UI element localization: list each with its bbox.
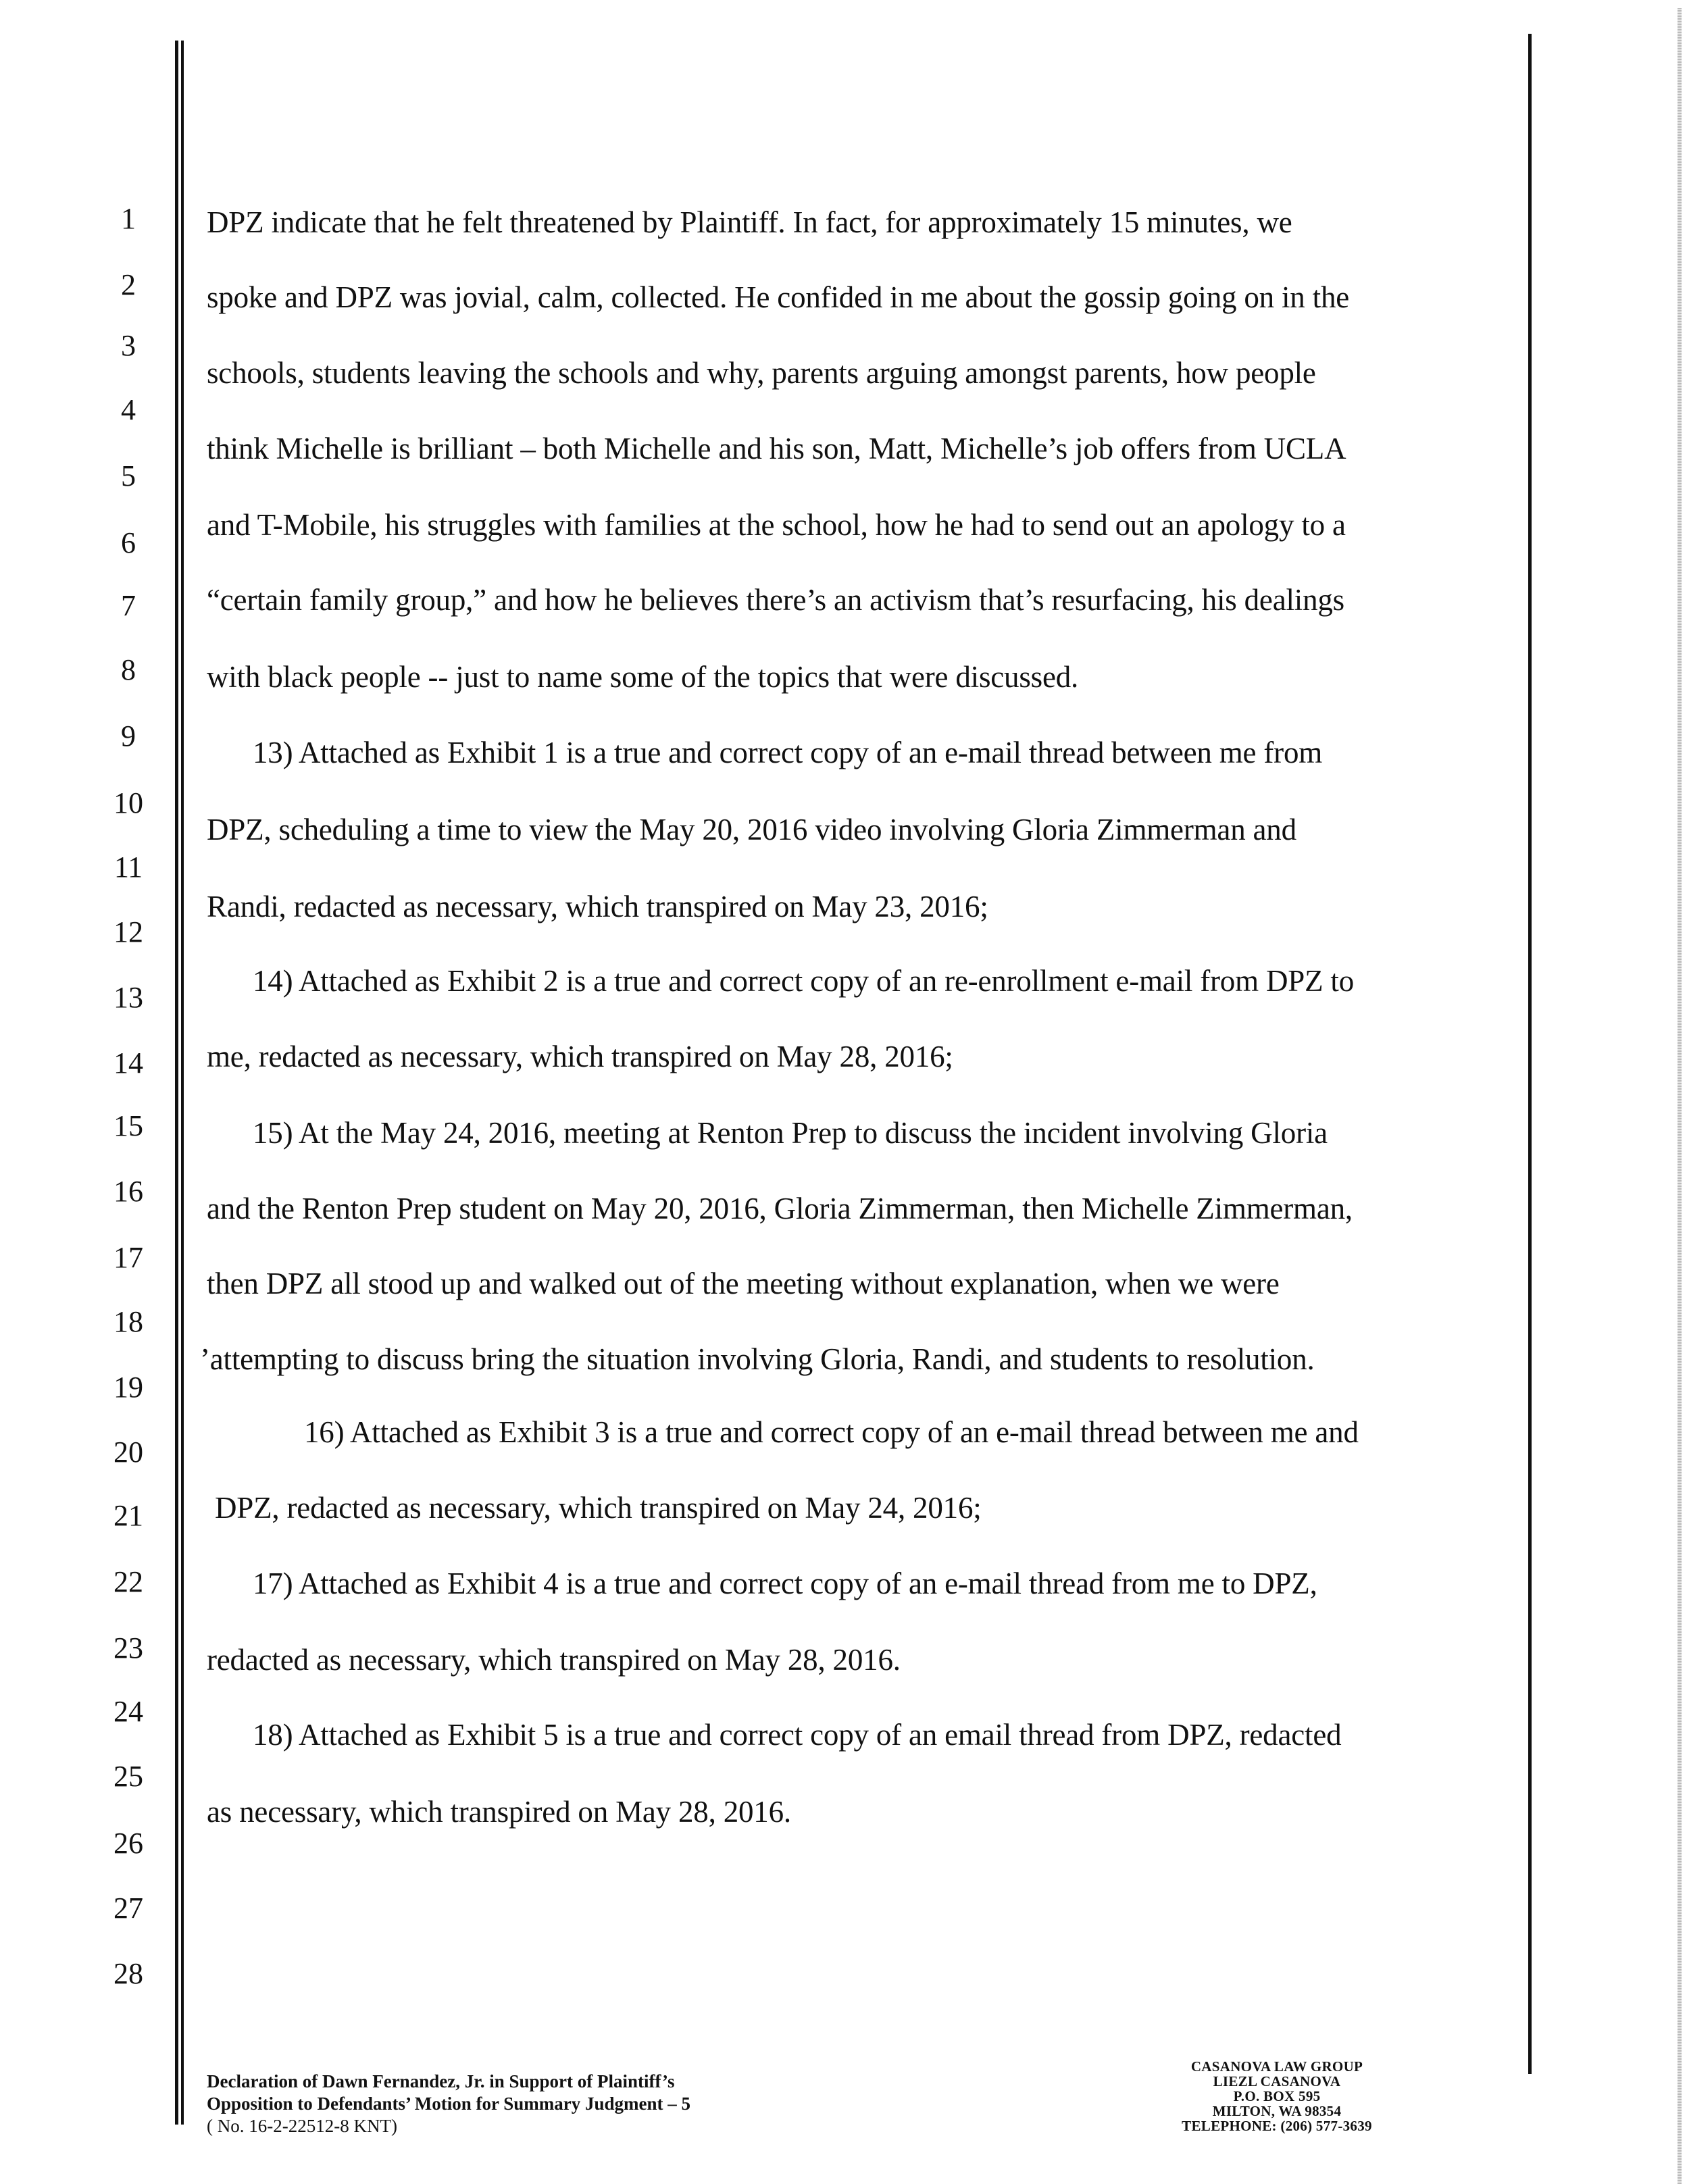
body-text-line: think Michelle is brilliant – both Michelle and his son, Matt, Michelle’s job offers from UCLA — [207, 432, 1346, 465]
paragraph-13-first-line: 13) Attached as Exhibit 1 is a true and correct copy of an e-mail thread between me from — [253, 736, 1323, 769]
scan-edge-shading — [1678, 8, 1682, 2184]
attorney-name: LIEZL CASANOVA — [1213, 2073, 1341, 2089]
line-number: 22 — [114, 1565, 143, 1598]
line-number: 17 — [114, 1241, 143, 1274]
line-number: 7 — [121, 589, 136, 622]
line-number: 3 — [121, 329, 136, 362]
line-number: 15 — [114, 1109, 143, 1142]
firm-telephone: TELEPHONE: (206) 577-3639 — [1182, 2118, 1372, 2134]
line-number: 6 — [121, 526, 136, 559]
firm-po-box: P.O. BOX 595 — [1233, 2088, 1321, 2104]
body-text-line: and the Renton Prep student on May 20, 2016, Gloria Zimmerman, then Michelle Zimmerman, — [207, 1192, 1353, 1225]
line-number: 5 — [121, 459, 136, 492]
body-text-line: ’attempting to discuss bring the situation involving Gloria, Randi, and students to resolution. — [200, 1342, 1315, 1376]
line-number: 19 — [114, 1371, 143, 1404]
body-text-line: DPZ indicate that he felt threatened by Plaintiff. In fact, for approximately 15 minutes, we — [207, 205, 1292, 239]
line-number: 11 — [114, 850, 143, 884]
body-text-line: spoke and DPZ was jovial, calm, collected. He confided in me about the gossip going on in the — [207, 280, 1350, 314]
body-text-line: “certain family group,” and how he believes there’s an activism that’s resurfacing, his dealings — [207, 583, 1344, 617]
line-number: 12 — [114, 915, 143, 948]
line-number: 23 — [114, 1631, 143, 1665]
body-text-line: then DPZ all stood up and walked out of the meeting without explanation, when we were — [207, 1267, 1280, 1300]
body-text-line: DPZ, scheduling a time to view the May 20, 2016 video involving Gloria Zimmerman and — [207, 813, 1296, 846]
line-number: 24 — [114, 1695, 143, 1728]
body-text-line: and T-Mobile, his struggles with families at the school, how he had to send out an apology to a — [207, 508, 1346, 542]
line-number: 26 — [114, 1827, 143, 1860]
line-number: 9 — [121, 719, 136, 753]
caption-title-line2: Opposition to Defendants’ Motion for Summary Judgment – 5 — [207, 2093, 691, 2114]
line-number: 4 — [121, 393, 136, 426]
paragraph-18-first-line: 18) Attached as Exhibit 5 is a true and correct copy of an email thread from DPZ, redacted — [253, 1718, 1342, 1752]
right-margin-rule — [1528, 34, 1532, 2074]
body-text-line: redacted as necessary, which transpired on May 28, 2016. — [207, 1643, 901, 1677]
firm-name: CASANOVA LAW GROUP — [1190, 2058, 1363, 2075]
document-caption-footer — [207, 2071, 690, 2137]
body-text-line: with black people -- just to name some of the topics that were discussed. — [207, 660, 1079, 694]
paragraph-16-first-line: 16) Attached as Exhibit 3 is a true and correct copy of an e-mail thread between me and — [304, 1415, 1359, 1449]
line-number: 16 — [114, 1175, 143, 1208]
paragraph-15-first-line: 15) At the May 24, 2016, meeting at Renton Prep to discuss the incident involving Gloria — [253, 1116, 1328, 1150]
line-number: 8 — [121, 653, 136, 686]
body-text-line: me, redacted as necessary, which transpired on May 28, 2016; — [207, 1040, 953, 1073]
line-number: 20 — [114, 1436, 143, 1469]
body-text-line: DPZ, redacted as necessary, which transpired on May 24, 2016; — [215, 1491, 982, 1525]
paragraph-17-first-line: 17) Attached as Exhibit 4 is a true and correct copy of an e-mail thread from me to DPZ, — [253, 1567, 1317, 1600]
line-number: 13 — [114, 981, 143, 1014]
paragraph-14-first-line: 14) Attached as Exhibit 2 is a true and correct copy of an re-enrollment e-mail from DPZ to — [253, 964, 1355, 998]
line-number: 27 — [114, 1891, 143, 1925]
line-number: 2 — [121, 268, 136, 301]
law-firm-block — [1162, 2059, 1392, 2133]
body-text-line: Randi, redacted as necessary, which transpired on May 23, 2016; — [207, 890, 988, 923]
left-margin-rule-inner — [181, 41, 184, 2125]
line-number: 14 — [114, 1046, 143, 1080]
body-text-line: schools, students leaving the schools and why, parents arguing amongst parents, how people — [207, 356, 1316, 390]
line-number: 28 — [114, 1957, 143, 1990]
body-text-line: as necessary, which transpired on May 28, 2016. — [207, 1795, 791, 1829]
caption-title-line1: Declaration of Dawn Fernandez, Jr. in Support of Plaintiff’s — [207, 2071, 675, 2091]
line-number: 1 — [121, 202, 136, 235]
line-number: 21 — [114, 1499, 143, 1532]
line-number: 10 — [114, 786, 143, 819]
firm-city: MILTON, WA 98354 — [1212, 2103, 1342, 2119]
line-number: 18 — [114, 1305, 143, 1338]
left-margin-rule-outer — [175, 41, 178, 2125]
line-number: 25 — [114, 1760, 143, 1793]
case-number: ( No. 16-2-22512-8 KNT) — [207, 2116, 397, 2136]
